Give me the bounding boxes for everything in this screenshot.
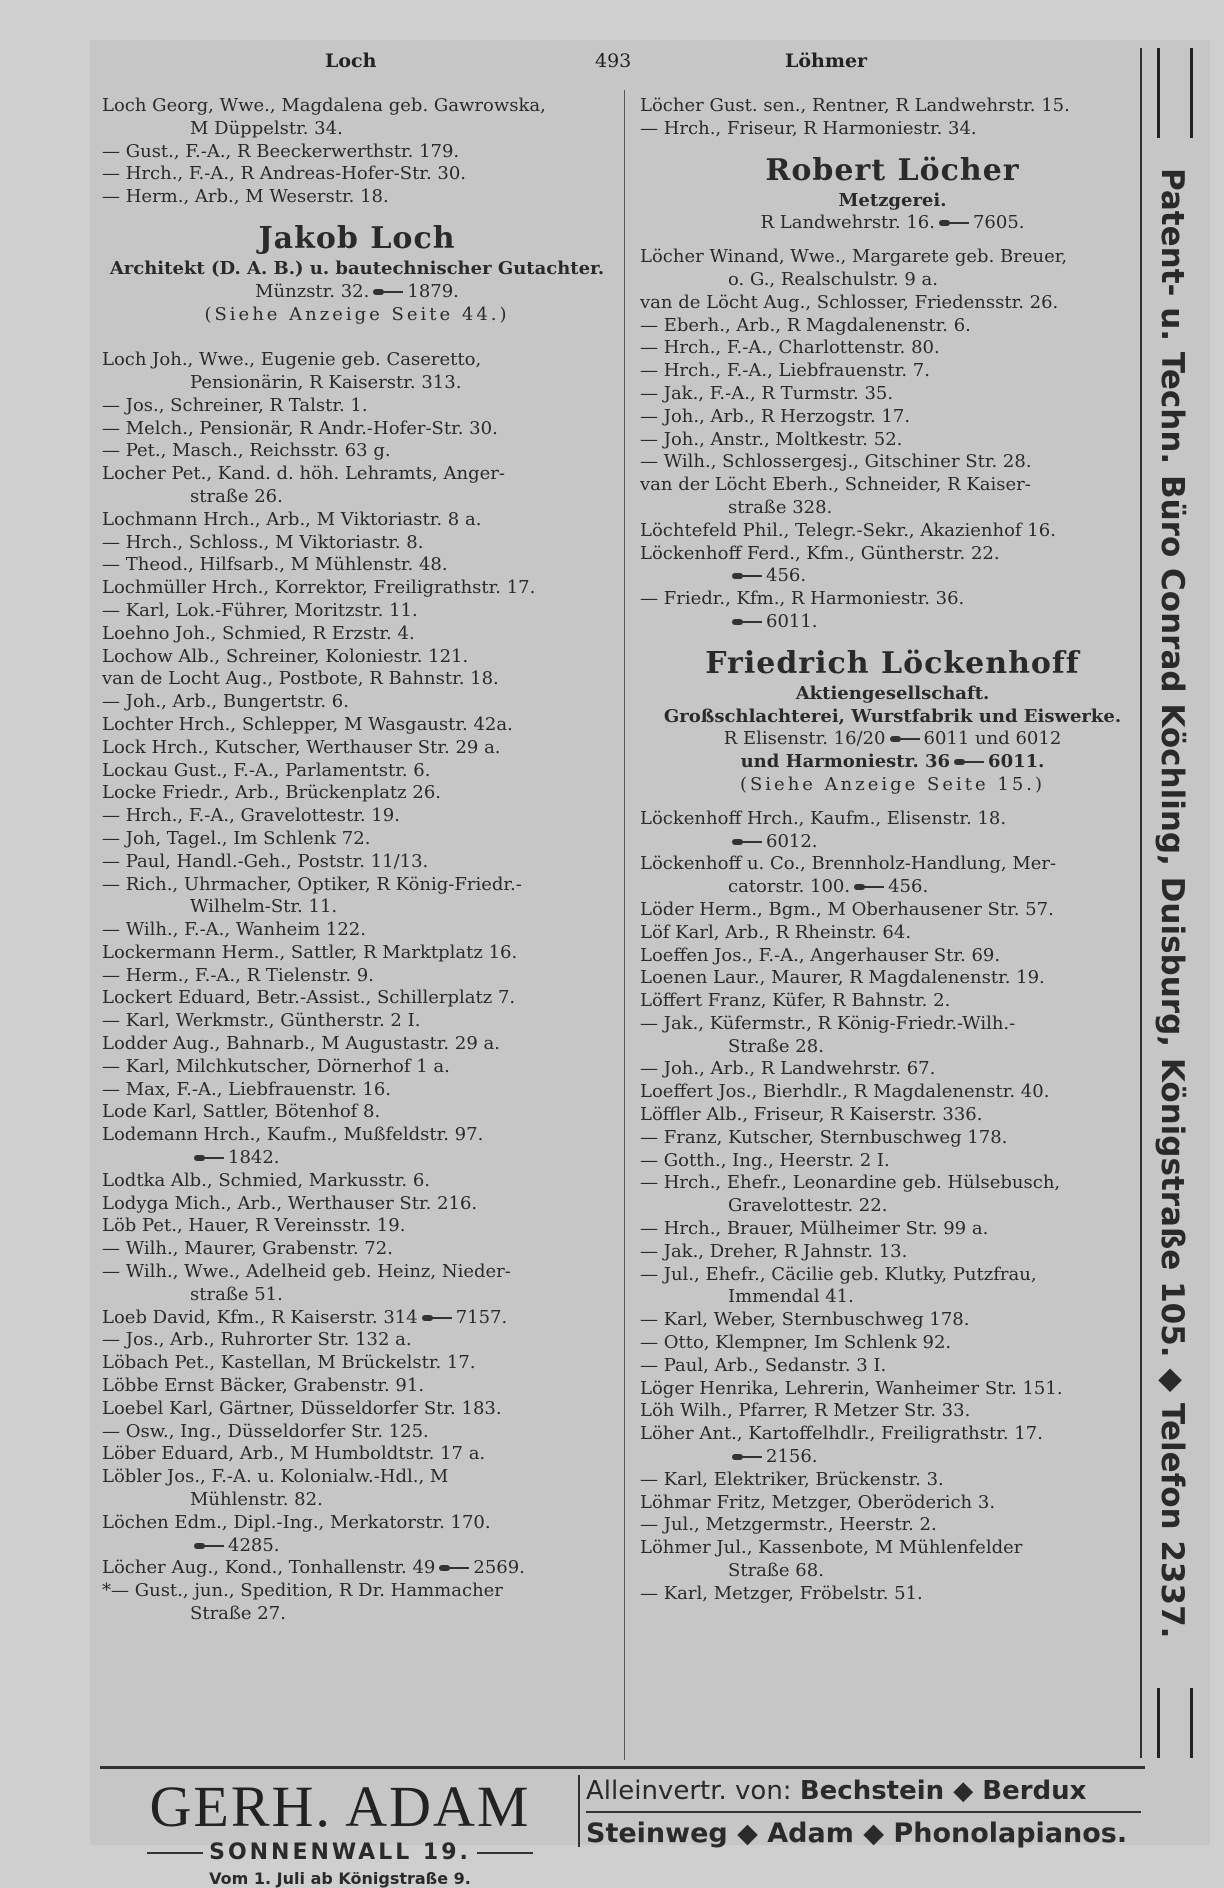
ad-address-text: R Elisenstr. 16/20: [723, 728, 886, 750]
entry-text: — Jul., Ehefr., Cäcilie geb. Klutky, Putzfrau,: [640, 1263, 1037, 1285]
entry-phone: 456.: [888, 876, 929, 898]
entry-text: Löchtefeld Phil., Telegr.-Sekr., Akazienhof 16.: [640, 519, 1056, 541]
directory-entry: [102, 1398, 612, 1421]
ad-title: Robert Löcher: [765, 152, 1020, 188]
entry-text: — Joh., Anstr., Moltkestr. 52.: [640, 428, 903, 450]
directory-entry: [640, 1241, 1145, 1264]
entry-text: — Jul., Metzgermstr., Heerstr. 2.: [640, 1514, 937, 1536]
entry-text: Löhmar Fritz, Metzger, Oberöderich 3.: [640, 1491, 996, 1513]
entry-text: — Jak., Küfermstr., R König-Friedr.-Wilh.-: [640, 1012, 1016, 1034]
directory-entry: [102, 1352, 612, 1375]
telephone-icon: [422, 1314, 452, 1322]
entry-text: Löbbe Ernst Bäcker, Grabenstr. 91.: [102, 1375, 425, 1397]
entry-text: — Wilh., F.-A., Wanheim 122.: [102, 919, 366, 941]
directory-entry: [640, 1583, 1145, 1606]
entry-text: o. G., Realschulstr. 9 a.: [728, 268, 938, 290]
directory-entry: [102, 509, 612, 532]
footer-inner-rule: [586, 1811, 1141, 1813]
entry-text: — Rich., Uhrmacher, Optiker, R König-Friedr.-: [102, 873, 522, 895]
directory-entry: [102, 623, 612, 646]
entry-text: — Joh., Arb., R Landwehrstr. 67.: [640, 1058, 936, 1080]
directory-entry: [102, 118, 612, 141]
directory-entry: [640, 1423, 1145, 1446]
entry-text: catorstr. 100.: [728, 876, 851, 898]
directory-entry: [102, 668, 612, 691]
divider: [477, 1852, 533, 1854]
directory-entry: [102, 965, 612, 988]
entry-text: Lochmüller Hrch., Korrektor, Freiligrathstr. 17.: [102, 577, 536, 599]
entry-text: Löcher Winand, Wwe., Margarete geb. Breuer,: [640, 246, 1068, 268]
directory-entry: [102, 737, 612, 760]
entry-text: Straße 27.: [190, 1603, 286, 1624]
directory-entry: [102, 1603, 612, 1626]
directory-entry: [640, 451, 1145, 474]
directory-entry: [640, 1058, 1145, 1081]
directory-entry: [102, 1284, 612, 1307]
telephone-icon: [954, 758, 984, 766]
entry-text: — Gust., F.-A., R Beeckerwerthstr. 179.: [102, 140, 460, 162]
entry-text: Löckenhoff Ferd., Kfm., Güntherstr. 22.: [640, 542, 1000, 564]
footer-note: Vom 1. Juli ab Königstraße 9.: [209, 1869, 471, 1888]
footer-street-line: [110, 1840, 570, 1865]
ad-line-2: [640, 728, 1145, 751]
entry-text: — Joh., Arb., R Herzogstr. 17.: [640, 405, 911, 427]
entry-text: Lode Karl, Sattler, Bötenhof 8.: [102, 1101, 381, 1123]
entry-text: Löchen Edm., Dipl.-Ing., Merkatorstr. 170.: [102, 1511, 491, 1533]
entry-text: Loeffen Jos., F.-A., Angerhauser Str. 69.: [640, 944, 1001, 966]
entry-text: Lodemann Hrch., Kaufm., Mußfeldstr. 97.: [102, 1124, 484, 1146]
directory-entry: [102, 987, 612, 1010]
entry-text: Lodtka Alb., Schmied, Markusstr. 6.: [102, 1169, 431, 1191]
directory-entry: [102, 600, 612, 623]
entry-text: Straße 68.: [728, 1560, 824, 1582]
entry-text: — Eberh., Arb., R Magdalenenstr. 6.: [640, 314, 971, 336]
directory-entry: [102, 760, 612, 783]
entry-text: 2156.: [766, 1446, 818, 1468]
entry-text: — Wilh., Wwe., Adelheid geb. Heinz, Nieder-: [102, 1261, 511, 1283]
entry-text: — Hrch., Brauer, Mülheimer Str. 99 a.: [640, 1218, 989, 1240]
directory-entry: [640, 1195, 1145, 1218]
ad-note: (Siehe Anzeige Seite 15.): [739, 773, 1046, 795]
directory-entry: [102, 714, 612, 737]
directory-entry: [102, 372, 612, 395]
ad-phone: 7605.: [972, 212, 1025, 234]
directory-entry: [102, 691, 612, 714]
entry-text: Löber Eduard, Arb., M Humboldtstr. 17 a.: [102, 1443, 486, 1465]
directory-entry: [640, 1492, 1145, 1515]
ad-phone: 1879.: [407, 280, 459, 302]
directory-entry: [640, 588, 1145, 611]
directory-entry: [640, 967, 1145, 990]
directory-entry: [102, 1466, 612, 1489]
right-column: [640, 95, 1145, 1606]
entry-text: — Karl, Werkmstr., Güntherstr. 2 I.: [102, 1010, 421, 1032]
directory-entry: [640, 292, 1145, 315]
directory-entry: [640, 565, 1145, 588]
ad-title: Friedrich Löckenhoff: [705, 645, 1080, 681]
entry-text: van der Löcht Eberh., Schneider, R Kaiser-: [640, 474, 1031, 496]
entry-phone: 2569.: [473, 1557, 525, 1579]
directory-entry: [102, 577, 612, 600]
ad-line-3: [640, 751, 1145, 774]
footer-rule: [100, 1766, 1145, 1769]
directory-entry: [102, 1215, 612, 1238]
directory-entry: [102, 1421, 612, 1444]
footer-line-1-brands: Bechstein ◆ Berdux: [799, 1776, 1087, 1806]
directory-entry: [640, 1309, 1145, 1332]
directory-entry: [640, 1537, 1145, 1560]
directory-entry: [102, 782, 612, 805]
ad-title: Jakob Loch: [258, 220, 456, 256]
directory-entry: [102, 141, 612, 164]
directory-entry: [102, 1535, 612, 1558]
directory-entry: [102, 1010, 612, 1033]
entry-phone: 7157.: [455, 1306, 508, 1328]
entry-text: 456.: [766, 565, 807, 587]
entry-text: Lockau Gust., F.-A., Parlamentstr. 6.: [102, 759, 431, 781]
entry-text: 1842.: [228, 1147, 280, 1169]
directory-entry: [640, 360, 1145, 383]
entry-text: — Herm., F.-A., R Tielenstr. 9.: [102, 964, 374, 986]
ad-address-text: und Harmoniestr. 36: [740, 751, 951, 773]
directory-entry: [102, 1512, 612, 1535]
telephone-icon: [732, 1453, 762, 1461]
directory-entry: [102, 1124, 612, 1147]
entry-text: Wilhelm-Str. 11.: [190, 896, 338, 918]
directory-entry: [640, 1378, 1145, 1401]
entry-text: — Hrch., F.-A., Gravelottestr. 19.: [102, 805, 400, 827]
directory-entry: [102, 1101, 612, 1124]
directory-entry: [640, 429, 1145, 452]
page-number: 493: [595, 50, 632, 72]
directory-entry: [102, 1193, 612, 1216]
directory-entry: [640, 520, 1145, 543]
directory-entry: [640, 246, 1145, 269]
directory-entry: [102, 805, 612, 828]
entry-text: 6011.: [766, 610, 818, 632]
directory-entry: [640, 497, 1145, 520]
entry-text: — Hrch., F.-A., Charlottenstr. 80.: [640, 337, 940, 359]
entry-text: — Hrch., Friseur, R Harmoniestr. 34.: [640, 117, 977, 139]
directory-entry: [640, 808, 1145, 831]
directory-entry: [640, 1150, 1145, 1173]
entry-text: Löhmer Jul., Kassenbote, M Mühlenfelder: [640, 1537, 1023, 1559]
entry-text: — Pet., Masch., Reichsstr. 63 g.: [102, 440, 391, 462]
entry-text: Lockermann Herm., Sattler, R Marktplatz 16.: [102, 941, 518, 963]
footer-line-1-prefix: Alleinvertr. von:: [586, 1776, 792, 1806]
entry-text: Löh Wilh., Pfarrer, R Metzer Str. 33.: [640, 1400, 971, 1422]
entry-text: — Joh., Arb., Bungertstr. 6.: [102, 691, 349, 713]
directory-entry: [102, 1170, 612, 1193]
entry-text: Lochmann Hrch., Arb., M Viktoriastr. 8 a.: [102, 508, 482, 530]
ad-subtitle: Metzgerei.: [838, 189, 947, 211]
entry-text: — Osw., Ing., Düsseldorfer Str. 125.: [102, 1420, 429, 1442]
directory-entry: [640, 945, 1145, 968]
ad-address: [640, 212, 1145, 235]
entry-text: Löbler Jos., F.-A. u. Kolonialw.-Hdl., M: [102, 1466, 449, 1488]
entry-text: Löder Herm., Bgm., M Oberhausener Str. 57.: [640, 898, 1054, 920]
footer-divider: [578, 1775, 580, 1847]
footer-line-1: [586, 1774, 1146, 1808]
entry-text: — Joh, Tagel., Im Schlenk 72.: [102, 827, 371, 849]
directory-entry: [102, 554, 612, 577]
entry-text: — Herm., Arb., M Weserstr. 18.: [102, 186, 389, 208]
ad-robert-loecher: [640, 141, 1145, 247]
entry-text: — Franz, Kutscher, Sternbuschweg 178.: [640, 1126, 1008, 1148]
directory-entry: [640, 118, 1145, 141]
ad-line-1: Großschlachterei, Wurstfabrik und Eiswerke.: [663, 705, 1122, 727]
entry-text: Löcher Aug., Kond., Tonhallenstr. 49: [102, 1557, 436, 1579]
entry-text: *— Gust., jun., Spedition, R Dr. Hammacher: [102, 1580, 503, 1602]
directory-entry: [102, 1307, 612, 1330]
directory-entry: [640, 474, 1145, 497]
directory-entry: [640, 853, 1145, 876]
entry-text: — Max, F.-A., Liebfrauenstr. 16.: [102, 1078, 392, 1100]
directory-entry: [102, 942, 612, 965]
entry-text: Straße 28.: [728, 1035, 824, 1057]
entry-text: Gravelottestr. 22.: [728, 1195, 888, 1217]
directory-entry: [640, 1081, 1145, 1104]
directory-entry: [640, 1286, 1145, 1309]
directory-entry: [640, 315, 1145, 338]
telephone-icon: [732, 618, 762, 626]
ad-address-text: Münzstr. 32.: [255, 280, 370, 302]
directory-entry: [102, 1329, 612, 1352]
directory-entry: [102, 874, 612, 897]
directory-entry: [640, 1400, 1145, 1423]
entry-text: Löcher Gust. sen., Rentner, R Landwehrstr. 15.: [640, 95, 1070, 116]
sidebar-rule-bottom: [1157, 1688, 1193, 1758]
footer-line-2: Steinweg ◆ Adam ◆ Phonolapianos.: [586, 1818, 1128, 1849]
directory-entry: [102, 1580, 612, 1603]
header-right-keyword: Löhmer: [785, 50, 868, 72]
directory-entry: [102, 1033, 612, 1056]
directory-entry: [102, 919, 612, 942]
directory-entry: [640, 1514, 1145, 1537]
entry-text: — Jak., Dreher, R Jahnstr. 13.: [640, 1240, 908, 1262]
entry-text: Löckenhoff u. Co., Brennholz-Handlung, Mer-: [640, 853, 1057, 875]
entry-text: — Jos., Arb., Ruhrorter Str. 132 a.: [102, 1329, 412, 1351]
directory-entry: [640, 1560, 1145, 1583]
entry-text: — Melch., Pensionär, R Andr.-Hofer-Str. 30.: [102, 417, 498, 439]
directory-entry: [640, 383, 1145, 406]
ad-friedrich-loeckenhoff: [640, 634, 1145, 808]
entry-text: — Hrch., Schloss., M Viktoriastr. 8.: [102, 531, 424, 553]
directory-entry: [640, 1013, 1145, 1036]
entry-text: van de Locht Aug., Postbote, R Bahnstr. 18.: [102, 668, 499, 690]
ad-phone: 6011 und 6012: [923, 728, 1062, 750]
entry-text: 6012.: [766, 830, 818, 852]
entry-text: Pensionärin, R Kaiserstr. 313.: [190, 371, 462, 393]
ad-note: (Siehe Anzeige Seite 44.): [204, 303, 510, 325]
telephone-icon: [939, 219, 969, 227]
entry-text: straße 26.: [190, 485, 283, 507]
ad-phone: 6011.: [988, 751, 1045, 773]
entry-text: — Wilh., Maurer, Grabenstr. 72.: [102, 1238, 393, 1260]
entry-text: Löffert Franz, Küfer, R Bahnstr. 2.: [640, 990, 951, 1012]
directory-entry: [640, 922, 1145, 945]
entry-text: Mühlenstr. 82.: [190, 1489, 323, 1511]
entry-text: Löckenhoff Hrch., Kaufm., Elisenstr. 18.: [640, 807, 1007, 829]
entry-text: Lodyga Mich., Arb., Werthauser Str. 216.: [102, 1192, 478, 1214]
left-column: [102, 95, 612, 1626]
entry-text: Lockert Eduard, Betr.-Assist., Schillerplatz 7.: [102, 987, 516, 1009]
directory-entry: [640, 1332, 1145, 1355]
entry-text: Lodder Aug., Bahnarb., M Augustastr. 29 a.: [102, 1033, 500, 1055]
entry-text: Löffler Alb., Friseur, R Kaiserstr. 336.: [640, 1104, 983, 1126]
directory-entry: [640, 543, 1145, 566]
entry-text: Löger Henrika, Lehrerin, Wanheimer Str. 151.: [640, 1377, 1063, 1399]
entry-text: Lock Hrch., Kutscher, Werthauser Str. 29 a.: [102, 736, 501, 758]
directory-entry: [102, 163, 612, 186]
directory-entry: [102, 1079, 612, 1102]
sidebar-advert: [1140, 48, 1202, 1758]
entry-text: van de Löcht Aug., Schlosser, Friedensstr. 26.: [640, 291, 1059, 313]
directory-entry: [640, 1172, 1145, 1195]
directory-entry: [102, 440, 612, 463]
directory-entry: [102, 395, 612, 418]
directory-entry: [640, 1127, 1145, 1150]
entry-text: Loenen Laur., Maurer, R Magdalenenstr. 19.: [640, 967, 1045, 989]
divider: [147, 1852, 203, 1854]
entry-text: — Gotth., Ing., Heerstr. 2 I.: [640, 1149, 890, 1171]
directory-entry: [640, 876, 1145, 899]
directory-entry: [640, 337, 1145, 360]
telephone-icon: [439, 1564, 469, 1572]
entry-text: — Wilh., Schlossergesj., Gitschiner Str. 28.: [640, 451, 1032, 473]
footer-street: SONNENWALL 19.: [209, 1840, 471, 1865]
directory-entry: [640, 1104, 1145, 1127]
entry-text: — Karl, Metzger, Fröbelstr. 51.: [640, 1582, 923, 1604]
footer-advert-left: [110, 1774, 570, 1888]
directory-entry: [102, 1238, 612, 1261]
directory-entry: [640, 1264, 1145, 1287]
directory-entry: [102, 186, 612, 209]
column-divider: [624, 90, 625, 1760]
directory-entry: [102, 486, 612, 509]
entry-text: — Jos., Schreiner, R Talstr. 1.: [102, 394, 368, 416]
directory-entry: [102, 418, 612, 441]
telephone-icon: [732, 838, 762, 846]
directory-entry: [102, 1489, 612, 1512]
entry-text: Loch Joh., Wwe., Eugenie geb. Caseretto,: [102, 349, 482, 371]
directory-entry: [640, 269, 1145, 292]
ad-address-text: R Landwehrstr. 16.: [760, 212, 935, 234]
entry-text: — Theod., Hilfsarb., M Mühlenstr. 48.: [102, 554, 448, 576]
entry-text: Loehno Joh., Schmied, R Erzstr. 4.: [102, 622, 415, 644]
entry-text: Löher Ant., Kartoffelhdlr., Freiligrathstr. 17.: [640, 1423, 1043, 1445]
sidebar-text: Patent- u. Techn. Büro Conrad Köchling, Duisburg, Königstraße 105. ◆ Telefon 2337.: [1154, 168, 1190, 1639]
entry-text: Loch Georg, Wwe., Magdalena geb. Gawrowska,: [102, 95, 546, 116]
entry-text: — Friedr., Kfm., R Harmoniestr. 36.: [640, 588, 965, 610]
directory-entry: [102, 1147, 612, 1170]
entry-text: — Karl, Lok.-Führer, Moritzstr. 11.: [102, 599, 418, 621]
directory-entry: [102, 349, 612, 372]
telephone-icon: [890, 735, 920, 743]
directory-entry: [102, 896, 612, 919]
directory-entry: [640, 1036, 1145, 1059]
entry-text: Locke Friedr., Arb., Brückenplatz 26.: [102, 782, 441, 804]
entry-text: — Karl, Milchkutscher, Dörnerhof 1 a.: [102, 1055, 450, 1077]
entry-text: Löb Pet., Hauer, R Vereinsstr. 19.: [102, 1215, 406, 1237]
ad-address: [102, 281, 612, 304]
entry-text: Immendal 41.: [728, 1286, 854, 1308]
footer-advert-right: [586, 1774, 1146, 1851]
directory-entry: [640, 831, 1145, 854]
entry-text: — Hrch., Ehefr., Leonardine geb. Hülsebusch,: [640, 1172, 1061, 1194]
header-left-keyword: Loch: [325, 50, 377, 72]
directory-entry: [640, 990, 1145, 1013]
directory-entry: [102, 1375, 612, 1398]
directory-entry: [102, 95, 612, 118]
telephone-icon: [194, 1154, 224, 1162]
entry-text: Löbach Pet., Kastellan, M Brückelstr. 17.: [102, 1352, 476, 1374]
sidebar-rule-top: [1157, 48, 1193, 138]
directory-entry: [640, 611, 1145, 634]
entry-text: Locher Pet., Kand. d. höh. Lehramts, Anger-: [102, 463, 505, 485]
entry-text: — Jak., F.-A., R Turmstr. 35.: [640, 382, 894, 404]
entry-text: straße 328.: [728, 496, 833, 518]
ad-jakob-loch: [102, 209, 612, 349]
entry-text: Löf Karl, Arb., R Rheinstr. 64.: [640, 921, 912, 943]
directory-entry: [640, 1469, 1145, 1492]
entry-text: M Düppelstr. 34.: [190, 117, 343, 139]
entry-text: straße 51.: [190, 1283, 283, 1305]
entry-text: — Karl, Weber, Sternbuschweg 178.: [640, 1309, 970, 1331]
entry-text: Lochow Alb., Schreiner, Koloniestr. 121.: [102, 645, 469, 667]
directory-entry: [102, 1056, 612, 1079]
entry-text: — Otto, Klempner, Im Schlenk 92.: [640, 1332, 952, 1354]
directory-entry: [102, 1443, 612, 1466]
entry-text: 4285.: [228, 1534, 280, 1556]
entry-text: Loebel Karl, Gärtner, Düsseldorfer Str. 183.: [102, 1397, 502, 1419]
directory-entry: [640, 406, 1145, 429]
directory-entry: [102, 646, 612, 669]
entry-text: Loeb David, Kfm., R Kaiserstr. 314: [102, 1306, 418, 1328]
entry-text: — Paul, Arb., Sedanstr. 3 I.: [640, 1354, 887, 1376]
telephone-icon: [732, 572, 762, 580]
telephone-icon: [194, 1542, 224, 1550]
entry-text: — Hrch., F.-A., Liebfrauenstr. 7.: [640, 360, 930, 382]
ad-subtitle: Aktiengesellschaft.: [795, 682, 990, 704]
entry-text: Lochter Hrch., Schlepper, M Wasgaustr. 42a.: [102, 713, 513, 735]
directory-entry: [102, 463, 612, 486]
telephone-icon: [854, 883, 884, 891]
entry-text: — Hrch., F.-A., R Andreas-Hofer-Str. 30.: [102, 163, 467, 185]
telephone-icon: [373, 288, 403, 296]
directory-entry: [102, 828, 612, 851]
directory-entry: [640, 899, 1145, 922]
footer-company: GERH. ADAM: [149, 1774, 531, 1839]
directory-entry: [640, 1446, 1145, 1469]
directory-entry: [640, 1355, 1145, 1378]
directory-entry: [102, 532, 612, 555]
directory-entry: [102, 851, 612, 874]
directory-entry: [102, 1261, 612, 1284]
entry-text: Loeffert Jos., Bierhdlr., R Magdalenenstr. 40.: [640, 1081, 1050, 1103]
ad-subtitle: Architekt (D. A. B.) u. bautechnischer Gutachter.: [109, 257, 605, 279]
directory-entry: [640, 1218, 1145, 1241]
entry-text: — Karl, Elektriker, Brückenstr. 3.: [640, 1468, 944, 1490]
entry-text: — Paul, Handl.-Geh., Poststr. 11/13.: [102, 850, 429, 872]
directory-entry: [640, 95, 1145, 118]
directory-entry: [102, 1557, 612, 1580]
